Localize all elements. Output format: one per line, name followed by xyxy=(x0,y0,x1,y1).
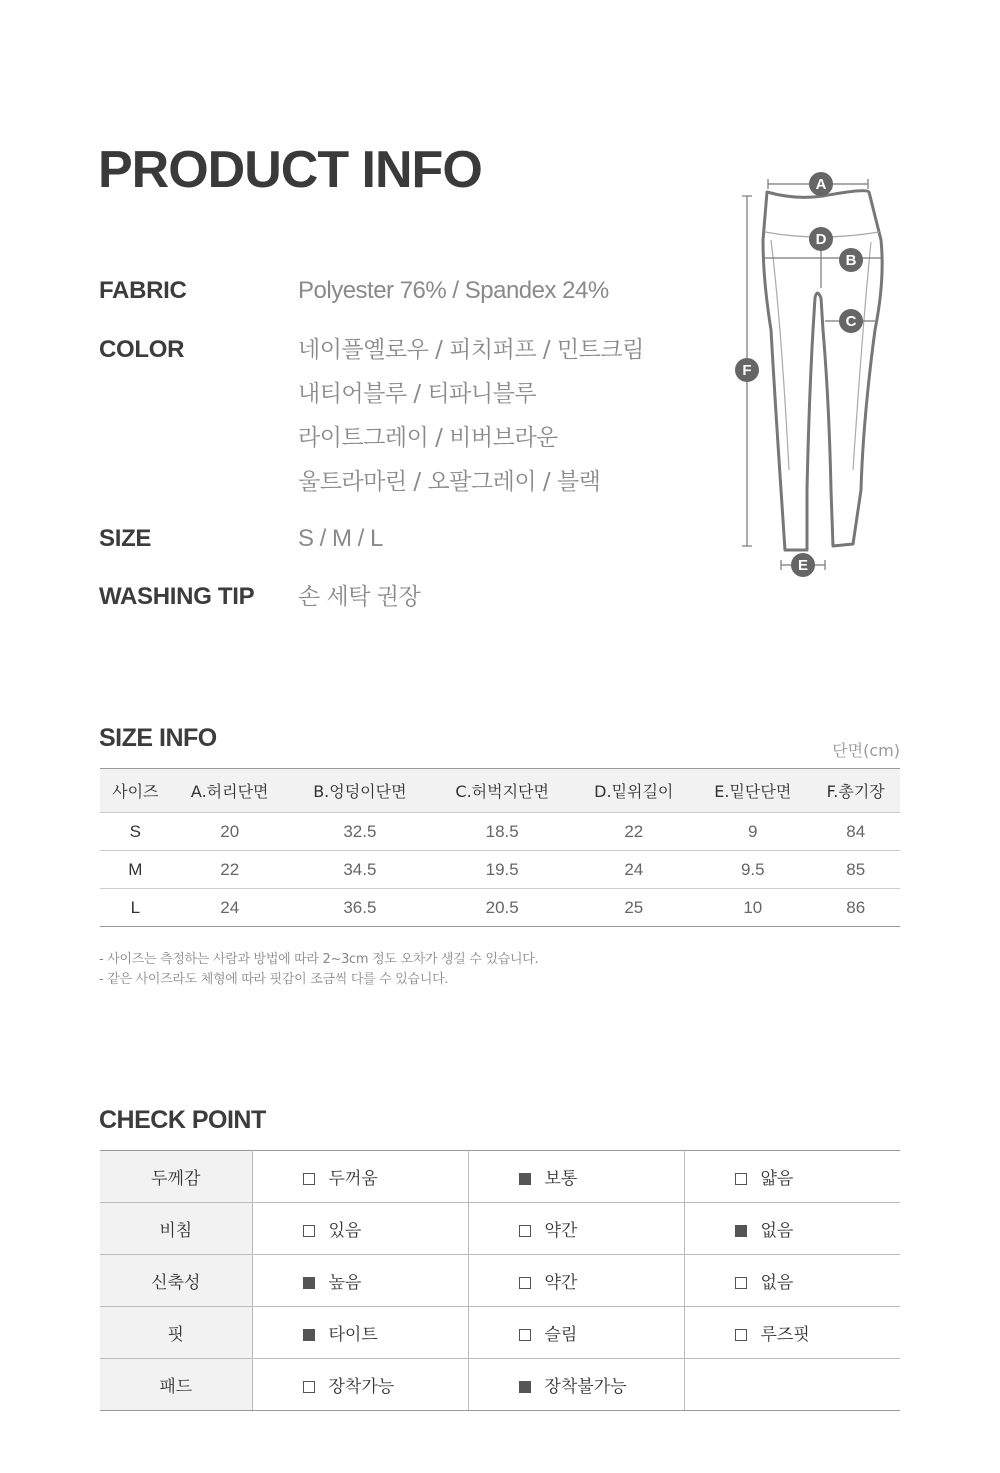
table-cell: 18.5 xyxy=(431,813,573,851)
page-title: PRODUCT INFO xyxy=(98,141,482,199)
check-option-label: 없음 xyxy=(760,1221,794,1241)
check-option-label: 얇음 xyxy=(760,1169,794,1189)
color-values xyxy=(298,328,644,504)
check-row xyxy=(100,1151,900,1203)
empty-cell xyxy=(684,1359,900,1411)
header-length: F.총기장 xyxy=(811,769,900,813)
check-option-label: 두꺼움 xyxy=(328,1169,378,1189)
fabric-row xyxy=(99,269,609,313)
fabric-label: FABRIC xyxy=(99,277,187,304)
table-cell: 9 xyxy=(694,813,811,851)
check-option xyxy=(468,1151,684,1203)
table-cell: M xyxy=(100,851,171,889)
check-option xyxy=(252,1307,468,1359)
header-waist: A.허리단면 xyxy=(171,769,289,813)
check-row-label: 신축성 xyxy=(100,1255,252,1307)
check-option xyxy=(468,1307,684,1359)
check-option xyxy=(684,1203,900,1255)
note-line: - 사이즈는 측정하는 사람과 방법에 따라 2~3cm 정도 오차가 생길 수 있습니다. xyxy=(99,952,539,967)
size-info-title: SIZE INFO xyxy=(99,724,217,752)
size-row xyxy=(99,517,383,561)
marker-c-label: C xyxy=(845,313,857,330)
table-cell: 36.5 xyxy=(289,889,431,927)
check-row-label: 핏 xyxy=(100,1307,252,1359)
table-row xyxy=(100,813,900,851)
unit-label: 단면(cm) xyxy=(832,741,900,760)
unchecked-box-icon xyxy=(519,1277,531,1289)
unchecked-box-icon xyxy=(303,1225,315,1237)
unchecked-box-icon xyxy=(735,1277,747,1289)
check-option xyxy=(252,1203,468,1255)
checked-box-icon xyxy=(303,1277,315,1289)
table-cell: 19.5 xyxy=(431,851,573,889)
size-notes xyxy=(99,950,538,990)
marker-d-label: D xyxy=(815,231,827,248)
color-row xyxy=(99,328,644,504)
marker-f-label: F xyxy=(742,362,752,379)
check-option xyxy=(468,1255,684,1307)
header-thigh: C.허벅지단면 xyxy=(431,769,573,813)
check-option-label: 약간 xyxy=(544,1221,578,1241)
marker-a-label: A xyxy=(815,176,827,193)
check-row-label: 비침 xyxy=(100,1203,252,1255)
check-point-table xyxy=(100,1150,900,1411)
unchecked-box-icon xyxy=(735,1173,747,1185)
table-cell: 84 xyxy=(811,813,900,851)
check-option xyxy=(684,1307,900,1359)
table-cell: S xyxy=(100,813,171,851)
color-line: 라이트그레이 / 비버브라운 xyxy=(298,425,558,451)
table-cell: 86 xyxy=(811,889,900,927)
unchecked-box-icon xyxy=(303,1381,315,1393)
check-row xyxy=(100,1307,900,1359)
table-cell: 9.5 xyxy=(694,851,811,889)
size-value: S / M / L xyxy=(298,525,383,552)
checked-box-icon xyxy=(519,1381,531,1393)
header-hip: B.엉덩이단면 xyxy=(289,769,431,813)
note-line: - 같은 사이즈라도 체형에 따라 핏감이 조금씩 다를 수 있습니다. xyxy=(99,972,449,987)
size-table-header xyxy=(100,769,900,813)
table-cell: 32.5 xyxy=(289,813,431,851)
checked-box-icon xyxy=(519,1173,531,1185)
unchecked-box-icon xyxy=(519,1329,531,1341)
check-option-label: 타이트 xyxy=(328,1325,378,1345)
check-option-label: 슬림 xyxy=(544,1325,578,1345)
check-row xyxy=(100,1203,900,1255)
table-cell: 10 xyxy=(694,889,811,927)
unchecked-box-icon xyxy=(303,1173,315,1185)
check-option xyxy=(684,1255,900,1307)
color-line: 내티어블루 / 티파니블루 xyxy=(298,381,537,407)
table-cell: 20 xyxy=(171,813,289,851)
check-option-label: 약간 xyxy=(544,1273,578,1293)
check-option xyxy=(252,1359,468,1411)
check-option xyxy=(468,1203,684,1255)
check-option xyxy=(684,1151,900,1203)
color-line: 네이플옐로우 / 피치퍼프 / 민트크림 xyxy=(298,337,644,363)
fabric-value: Polyester 76% / Spandex 24% xyxy=(298,277,609,304)
check-option-label: 보통 xyxy=(544,1169,578,1189)
check-row xyxy=(100,1255,900,1307)
check-row-label: 두께감 xyxy=(100,1151,252,1203)
table-cell: 24 xyxy=(573,851,694,889)
table-cell: 85 xyxy=(811,851,900,889)
marker-b-label: B xyxy=(845,252,857,269)
table-cell: 25 xyxy=(573,889,694,927)
table-cell: L xyxy=(100,889,171,927)
check-option xyxy=(252,1151,468,1203)
check-option-label: 없음 xyxy=(760,1273,794,1293)
table-cell: 24 xyxy=(171,889,289,927)
check-point-title: CHECK POINT xyxy=(99,1106,266,1134)
unchecked-box-icon xyxy=(519,1225,531,1237)
check-option-label: 장착가능 xyxy=(328,1377,395,1397)
size-label: SIZE xyxy=(99,525,152,552)
check-option-label: 높음 xyxy=(328,1273,362,1293)
marker-e-label: E xyxy=(797,557,809,574)
color-label: COLOR xyxy=(99,336,185,363)
unchecked-box-icon xyxy=(735,1329,747,1341)
check-option-label: 장착불가능 xyxy=(544,1377,627,1397)
washing-label: WASHING TIP xyxy=(99,583,255,610)
leggings-diagram xyxy=(735,170,895,580)
header-size: 사이즈 xyxy=(100,769,171,813)
size-table xyxy=(100,768,900,927)
table-cell: 20.5 xyxy=(431,889,573,927)
check-option-label: 있음 xyxy=(328,1221,362,1241)
washing-row xyxy=(99,575,420,619)
header-rise: D.밑위길이 xyxy=(573,769,694,813)
table-cell: 34.5 xyxy=(289,851,431,889)
table-row xyxy=(100,889,900,927)
table-cell: 22 xyxy=(171,851,289,889)
check-row xyxy=(100,1359,900,1411)
color-line: 울트라마린 / 오팔그레이 / 블랙 xyxy=(298,469,601,495)
check-option-label: 루즈핏 xyxy=(760,1325,810,1345)
checked-box-icon xyxy=(735,1225,747,1237)
table-row xyxy=(100,851,900,889)
table-cell: 22 xyxy=(573,813,694,851)
washing-value: 손 세탁 권장 xyxy=(298,584,421,610)
check-option xyxy=(468,1359,684,1411)
header-hem: E.밑단단면 xyxy=(694,769,811,813)
check-row-label: 패드 xyxy=(100,1359,252,1411)
checked-box-icon xyxy=(303,1329,315,1341)
check-option xyxy=(252,1255,468,1307)
